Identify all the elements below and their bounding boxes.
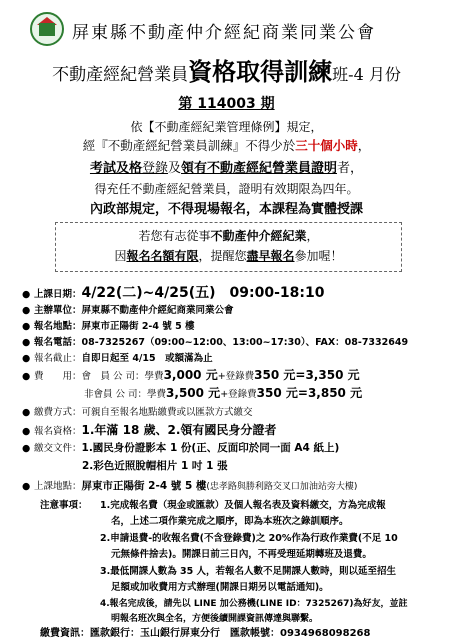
class-venue-row: ● 上課地點：屏東市正陽街 2-4 號 5 樓(忠孝路與勝利路交叉口加油站旁大樓): [22, 480, 358, 492]
docs-label: 繳交文件：: [34, 443, 82, 454]
fee-member-reg: 350 元: [254, 368, 296, 382]
payment-row: ● 繳費方式：可親自至報名地點繳費或以匯款方式繳交: [22, 407, 253, 418]
fee-label: 費 用: [34, 371, 73, 382]
notice-text: 參加喔！: [294, 249, 343, 263]
host-row: ● 主辦單位：屏東縣不動產仲介經紀商業同業公會: [22, 305, 234, 316]
fee-nonmember-reg: 350 元: [256, 386, 298, 400]
qual-label: 報名資格：: [34, 426, 82, 437]
date-value: 4/22(二)~4/25(五) 09:00-18:10: [81, 285, 325, 301]
register-text: 登錄: [141, 161, 168, 176]
title-part2: 資格取得訓練: [188, 57, 333, 86]
note-1b: 名，上述二項作業完成之順序，即為本班次之錄訓順序。: [111, 516, 349, 527]
intro-line1: [0, 118, 453, 135]
payment-info-row: [40, 624, 370, 639]
title-part3: 班-4 月份: [332, 65, 401, 84]
date-row: ● 上課日期：4/22(二)~4/25(五) 09:00-18:10: [22, 285, 325, 301]
intro-text: ，: [357, 138, 371, 153]
phone-row: ● 報名電話：08-7325267（09:00~12:00、13:00~17:30）、FAX：08-7332649: [22, 337, 409, 348]
qual-row: ● 報名資格：1.年滿 18 歲、2.領有國民身分證者: [22, 423, 277, 437]
notice-line1: [56, 227, 401, 244]
fee-member-prefix: ：會 員 公 司：學費: [72, 371, 164, 382]
notice-highlight: 盡早報名: [246, 249, 295, 263]
notice-text: 因: [114, 249, 127, 263]
notice-highlight: 報名名額有限: [126, 249, 199, 263]
fee-nonmember-total: =3,850 元: [297, 386, 363, 400]
notice-line2: [56, 247, 401, 264]
notice-text: ，提醒您: [198, 249, 247, 263]
page-title: [0, 52, 453, 87]
header: [30, 12, 425, 46]
certificate-highlight: 領有不動產經紀營業員證明: [181, 161, 338, 176]
title-part1: 不動產經紀營業員: [52, 65, 189, 85]
venue-row: ● 報名地點：屏東市正陽街 2-4 號 5 樓: [22, 321, 195, 332]
fee-reg-prefix: +登錄費: [217, 371, 255, 382]
intro-line4: 得充任不動產經紀營業員，證明有效期限為四年。: [94, 182, 359, 196]
payment-value: 可親自至報名地點繳費或以匯款方式繳交: [81, 407, 253, 418]
intro-line5: 內政部規定，不得現場報名，本課程為實體授課: [89, 202, 363, 217]
note-4b: 明報名班次與全名，方便後續開課資訊傳達與聯繫。: [111, 614, 319, 624]
docs-row2: [82, 458, 228, 473]
docs-value2: 2.彩色近照脫帽相片 1 吋 1 張: [82, 460, 228, 472]
date-label: 上課日期：: [34, 289, 82, 300]
payment-info-account: 匯款帳號：0934968098268: [230, 628, 371, 639]
payment-info-bank: 匯款銀行：玉山銀行屏東分行: [90, 628, 220, 639]
fee-reg-prefix: +登錄費: [220, 389, 257, 400]
fee-nonmember-row: [84, 384, 362, 401]
docs-value1: 1.國民身份證影本 1 份(正、反面印於同一面 A4 紙上): [81, 442, 340, 454]
intro-text: 者，: [337, 161, 364, 176]
note-3a: 3.最低開課人數為 35 人，若報名人數不足開課人數時，則以延至招生: [100, 566, 397, 577]
hours-highlight: 三十個小時: [295, 138, 358, 153]
deadline-value: 自即日起至 4/15 或額滿為止: [81, 353, 213, 364]
notice-box: [55, 222, 402, 272]
deadline-label: 報名截止：: [34, 353, 82, 364]
association-name: 屏東縣不動產仲介經紀商業同業公會: [72, 23, 376, 43]
notice-highlight: 不動產仲介經紀業: [210, 229, 307, 243]
intro-text: 經『不動產經紀營業員訓練』不得少於: [82, 138, 296, 153]
note-2b: 元無條件捨去)。開課日前三日內，不再受理延期轉班及退費。: [111, 549, 372, 560]
association-logo: [30, 12, 64, 46]
notice-text: 若您有志從事: [138, 229, 211, 243]
class-venue-value: 屏東市正陽街 2-4 號 5 樓: [81, 480, 207, 492]
intro-line3: [0, 157, 453, 176]
host-value: 屏東縣不動產仲介經紀商業同業公會: [81, 305, 234, 316]
phone-value: 08-7325267（09:00~12:00、13:00~17:30）、FAX：08-7332649: [81, 337, 409, 348]
phone-label: 報名電話：: [34, 337, 82, 348]
venue-label: 報名地點：: [34, 321, 82, 332]
fee-member-total: =3,350 元: [295, 368, 360, 382]
note-1a: 1.完成報名費（現金或匯款）及個人報名表及資料繳交，方為完成報: [100, 500, 386, 511]
class-venue-label: 上課地點：: [34, 481, 82, 492]
fee-nonmember-tuition: 3,500 元: [166, 386, 221, 400]
payment-label: 繳費方式：: [34, 407, 82, 418]
period-number: 第 114003 期: [178, 96, 275, 112]
note-4a: 4.報名完成後，請先以 LINE 加公務機(LINE ID：7325267)為好友，並註: [100, 599, 408, 609]
notice-text: ，: [306, 229, 319, 243]
logo-house-icon: [39, 23, 55, 36]
intro-text: 及: [167, 161, 181, 176]
fee-member-row: ● 費 用：會 員 公 司：學費3,000 元+登錄費350 元=3,350 元: [22, 368, 360, 382]
notes-label: 注意事項：: [40, 500, 88, 511]
deadline-row: ● 報名截止：自即日起至 4/15 或額滿為止: [22, 353, 213, 364]
fee-member-tuition: 3,000 元: [163, 368, 218, 382]
docs-row: ● 繳交文件：1.國民身份證影本 1 份(正、反面印於同一面 A4 紙上): [22, 442, 340, 454]
note-3b: 足額或加收費用方式辦理(開課日期另以電話通知)。: [111, 582, 329, 593]
venue-value: 屏東市正陽街 2-4 號 5 樓: [81, 321, 195, 332]
note-2a: 2.申請退費-的收報名費(不含登錄費)之 20%作為行政作業費(不足 10: [100, 533, 398, 544]
class-venue-note: (忠孝路與勝利路交叉口加油站旁大樓): [206, 482, 358, 492]
qual-value: 1.年滿 18 歲、2.領有國民身分證者: [81, 423, 277, 437]
payment-info-label: 繳費資訊：: [40, 628, 90, 639]
host-label: 主辦單位：: [34, 305, 82, 316]
intro-line2: [0, 136, 453, 154]
fee-nonmember-prefix: 非會員 公 司：學費: [84, 389, 167, 400]
exam-highlight: 考試及格: [89, 161, 142, 176]
intro-text: 依【不動產經紀業管理條例】規定，: [130, 120, 323, 134]
